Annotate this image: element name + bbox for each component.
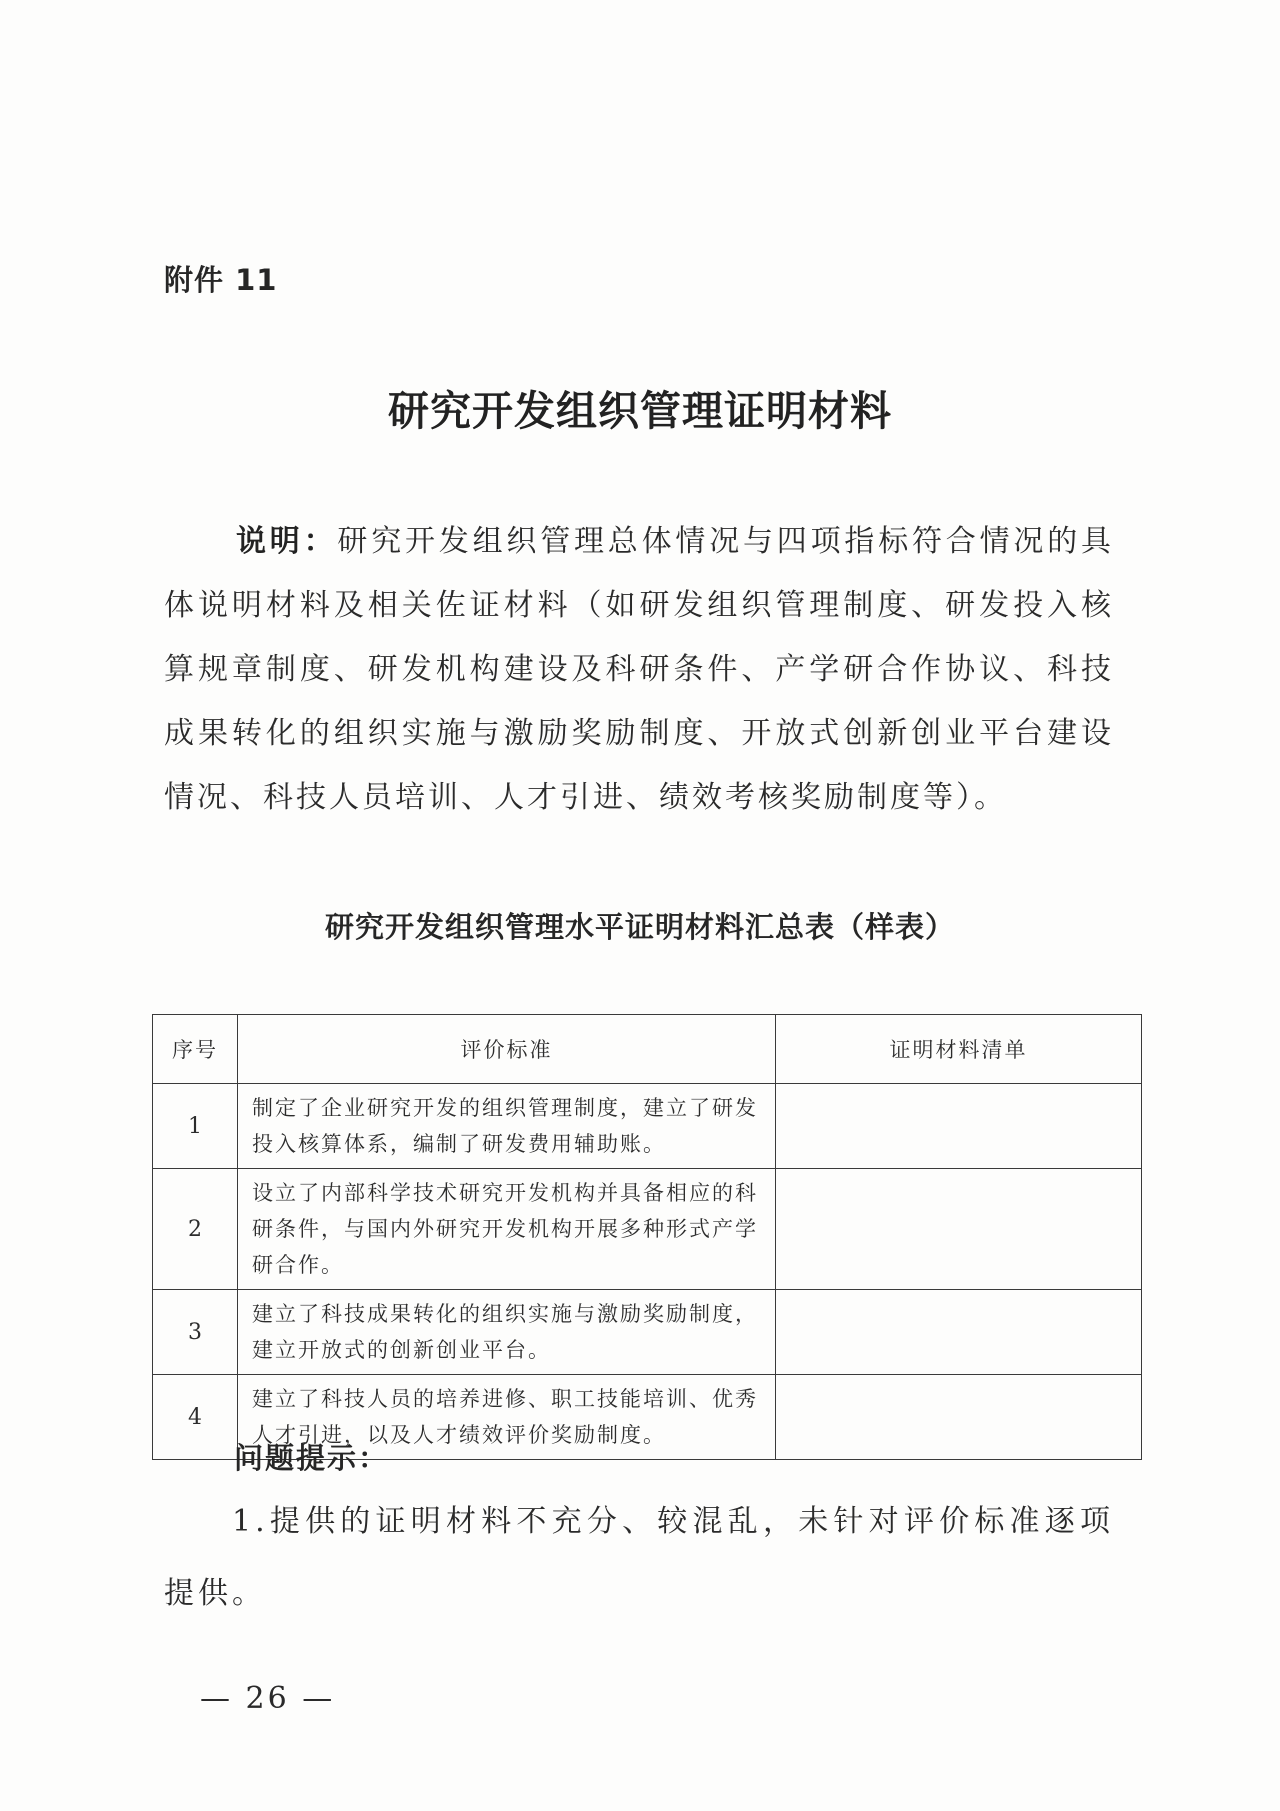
row-materials — [776, 1290, 1142, 1375]
description-text: 研究开发组织管理总体情况与四项指标符合情况的具体说明材料及相关佐证材料（如研发组织管理制度、研发投入核算规章制度、研发机构建设及科研条件、产学研合作协议、科技成果转化的组织实施与激励奖励制度、开放式创新创业平台建设情况、科技人员培训、人才引进、绩效考核奖励制度等）。 — [164, 524, 1115, 815]
table-row — [153, 1084, 1142, 1169]
row-materials — [776, 1084, 1142, 1169]
row-criterion: 设立了内部科学技术研究开发机构并具备相应的科研条件，与国内外研究开发机构开展多种形式产学研合作。 — [238, 1169, 776, 1290]
table-header-row — [153, 1015, 1142, 1084]
row-materials — [776, 1169, 1142, 1290]
row-number: 4 — [153, 1375, 238, 1460]
header-materials: 证明材料清单 — [776, 1015, 1142, 1084]
row-number: 3 — [153, 1290, 238, 1375]
table-row — [153, 1169, 1142, 1290]
row-criterion: 建立了科技成果转化的组织实施与激励奖励制度，建立开放式的创新创业平台。 — [238, 1290, 776, 1375]
summary-table — [152, 1014, 1142, 1460]
row-materials — [776, 1375, 1142, 1460]
row-criterion: 建立了科技人员的培养进修、职工技能培训、优秀人才引进，以及人才绩效评价奖励制度。 — [238, 1375, 776, 1460]
attachment-label: 附件 11 — [164, 263, 278, 297]
row-number: 2 — [153, 1169, 238, 1290]
table-row — [153, 1290, 1142, 1375]
header-criterion: 评价标准 — [238, 1015, 776, 1084]
description-paragraph — [164, 510, 1114, 830]
issue-item: 1.提供的证明材料不充分、较混乱，未针对评价标准逐项提供。 — [164, 1504, 1114, 1611]
row-criterion: 制定了企业研究开发的组织管理制度，建立了研发投入核算体系，编制了研发费用辅助账。 — [238, 1084, 776, 1169]
row-number: 1 — [153, 1084, 238, 1169]
issues-heading: 问题提示： — [234, 1441, 390, 1475]
page-number: — 26 — — [200, 1681, 336, 1716]
table-title: 研究开发组织管理水平证明材料汇总表（样表） — [324, 910, 955, 944]
description-lead: 说明： — [236, 524, 338, 559]
header-serial: 序号 — [153, 1015, 238, 1084]
page-title: 研究开发组织管理证明材料 — [388, 387, 892, 435]
